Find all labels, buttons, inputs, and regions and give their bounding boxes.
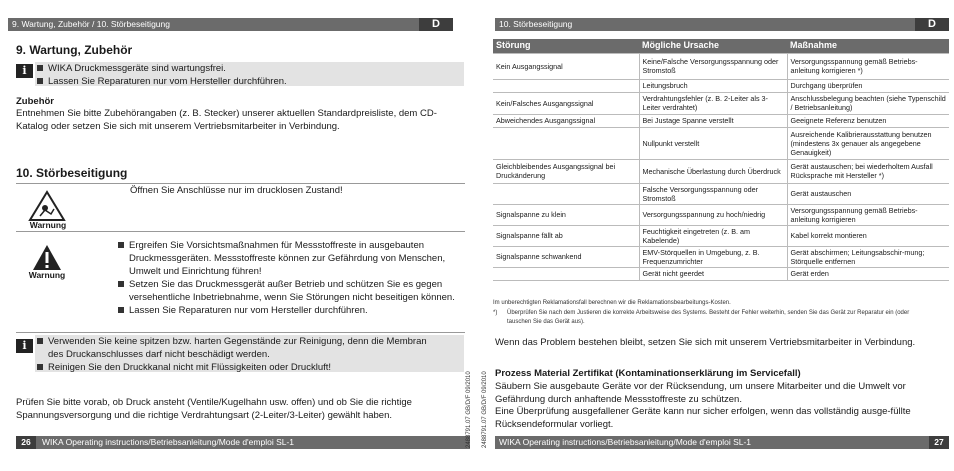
info-2-bullet-1: Verwenden Sie keine spitzen bzw. harten Gegenstände zur Reinigung, denn die Membran des Druckanschlusses darf nicht beschädigt werden. [37,335,435,361]
right-footer-text: WIKA Operating instructions/Betriebsanleitung/Mode d'emploi SL-1 [499,437,752,447]
warning-2-bullet-1: Ergreifen Sie Vorsichtsmaßnahmen für Messstoffreste in ausgebauten Druckmessgeräten. Messstoffreste können zur Gefährdung von Menschen, Umwelt und Einrichtung führen! [118,239,470,278]
cell-ursache: Leitungsbruch [639,79,787,92]
cell-stoerung: Signalspanne fällt ab [493,225,639,246]
section-10-title: 10. Störbeseitigung [16,166,128,180]
zubehoer-text: Entnehmen Sie bitte Zubehörangaben (z. B. Stecker) unserer aktuellen Standardpreisliste, dem CD-Katalog oder setzen Sie sich mit unserem Vertriebsmitarbeiter in Verbindung. [16,108,437,132]
cell-stoerung: Kein Ausgangssignal [493,53,639,79]
cell-stoerung: Gleichbleibendes Ausgangssignal bei Druckänderung [493,159,639,183]
col-header-ursache: Mögliche Ursache [639,39,787,53]
cell-ursache: Mechanische Überlastung durch Überdruck [639,159,787,183]
cell-stoerung [493,183,639,204]
left-footer-text: WIKA Operating instructions/Betriebsanleitung/Mode d'emploi SL-1 [42,437,295,447]
left-page-number: 26 [16,436,36,449]
table-row [493,204,949,225]
cell-stoerung [493,267,639,280]
table-row [493,225,949,246]
right-header-text: 10. Störbeseitigung [499,19,573,29]
divider [16,231,465,232]
footnote-1: Im unberechtigten Reklamationsfall berechnen wir die Reklamationsbearbeitungs-Kosten. [493,300,731,306]
contact-text: Wenn das Problem bestehen bleibt, setzen Sie sich mit unserem Vertriebsmitarbeiter in Verbindung. [495,337,916,348]
table-row [493,114,949,127]
info-box-2 [35,335,464,372]
sec9-bullet-2: Lassen Sie Reparaturen nur vom Hersteller durchführen. [37,75,464,88]
left-lang-badge: D [419,18,453,31]
cell-ursache: Versorgungsspannung zu hoch/niedrig [639,204,787,225]
table-row [493,53,949,79]
section-9-title: 9. Wartung, Zubehör [16,43,133,57]
right-header-bar [495,18,949,31]
cell-ursache: EMV-Störquellen in Umgebung, z. B. Frequenzumrichter [639,246,787,267]
troubleshooting-table [493,39,949,281]
cell-massnahme: Versorgungsspannung gemäß Betriebs-anleitung korrigieren *) [787,53,949,79]
footnote-2-mark: *) [493,310,498,316]
cell-stoerung: Signalspanne zu klein [493,204,639,225]
info-icon: i [16,64,33,78]
warning-1-text: Öffnen Sie Anschlüsse nur im drucklosen Zustand! [130,185,343,196]
warning-2-bullet-3: Lassen Sie Reparaturen nur vom Hersteller durchführen. [118,304,470,317]
warning-label-1: Warnung [29,220,67,230]
cell-stoerung: Abweichendes Ausgangssignal [493,114,639,127]
cell-massnahme: Gerät austauschen [787,183,949,204]
col-header-massnahme: Maßnahme [787,39,949,53]
sec9-bullet-1: WIKA Druckmessgeräte sind wartungsfrei. [37,62,464,75]
warning-2-bullet-2: Setzen Sie das Druckmessgerät außer Betrieb und schützen Sie es gegen versehentliche Inbetriebnahme, wenn Sie Störungen nicht beseitigen können. [118,278,470,304]
cell-ursache: Bei Justage Spanne verstellt [639,114,787,127]
left-header-bar [8,18,453,31]
cell-massnahme: Durchgang überprüfen [787,79,949,92]
table-row [493,183,949,204]
cell-ursache: Nullpunkt verstellt [639,127,787,159]
right-lang-badge: D [915,18,949,31]
table-row [493,267,949,280]
hot-surface-warning-icon [28,190,66,222]
right-doc-code: 2488791.07 GB/D/F 09/2010 [482,371,488,448]
divider [16,332,465,333]
cell-massnahme: Gerät erden [787,267,949,280]
cell-massnahme: Geeignete Referenz benutzen [787,114,949,127]
zubehoer-title: Zubehör [16,96,54,107]
pmz-text-1: Säubern Sie ausgebaute Geräte vor der Rücksendung, um unsere Mitarbeiter und die Umwelt vor Gefährdung durch anhaftende Messstoffreste zu schützen. [495,381,906,405]
table-row [493,92,949,114]
cell-massnahme: Ausreichende Kalibrierausstattung benutzen (mindestens 3x genauer als angegebene Genauigkeit) [787,127,949,159]
info-box-1 [35,62,464,86]
right-page-number: 27 [929,436,949,449]
cell-massnahme: Gerät austauschen; bei wiederholtem Ausfall Rücksprache mit Hersteller *) [787,159,949,183]
warning-label-2: Warnung [28,270,66,280]
info-icon: i [16,339,33,353]
cell-massnahme: Versorgungsspannung gemäß Betriebs-anleitung korrigieren [787,204,949,225]
warning-triangle-icon [32,244,62,271]
cell-ursache: Feuchtigkeit eingetreten (z. B. am Kabelende) [639,225,787,246]
table-row [493,127,949,159]
cell-stoerung [493,127,639,159]
cell-ursache: Keine/Falsche Versorgungsspannung oder Stromstoß [639,53,787,79]
cell-stoerung: Kein/Falsches Ausgangssignal [493,92,639,114]
cell-massnahme: Anschlussbelegung beachten (siehe Typenschild / Betriebsanleitung) [787,92,949,114]
cell-massnahme: Gerät abschirmen; Leitungsabschir-mung; Störquelle entfernen [787,246,949,267]
table-row [493,79,949,92]
info-2-bullet-2: Reinigen Sie den Druckkanal nicht mit Flüssigkeiten oder Druckluft! [37,361,435,374]
pmz-title: Prozess Material Zertifikat (Kontaminationserklärung im Servicefall) [495,368,801,379]
right-footer-bar [495,436,949,449]
footnote-2: Überprüfen Sie nach dem Justieren die korrekte Arbeitsweise des Systems. Besteht der Fehler weiterhin, senden Sie das Gerät zur Reparatur ein (oder tauschen Sie das Gerät aus). [507,310,910,325]
cell-ursache: Falsche Versorgungsspannung oder Stromstoß [639,183,787,204]
check-text: Prüfen Sie bitte vorab, ob Druck ansteht (Ventile/Kugelhahn usw. offen) und ob Sie die richtige Spannungsversorgung und die richtige Verdrahtungsart (2-Leiter/3-Leiter) gewählt haben. [16,397,412,421]
cell-stoerung: Signalspanne schwankend [493,246,639,267]
cell-ursache: Verdrahtungsfehler (z. B. 2-Leiter als 3-Leiter verdrahtet) [639,92,787,114]
pmz-text-2: Eine Überprüfung ausgefallener Geräte kann nur sicher erfolgen, wenn das vollständig ausge-füllte Rücksendeformular vorliegt. [495,406,911,430]
cell-ursache: Gerät nicht geerdet [639,267,787,280]
cell-massnahme: Kabel korrekt montieren [787,225,949,246]
left-footer-bar [16,436,470,449]
table-row [493,159,949,183]
left-header-text: 9. Wartung, Zubehör / 10. Störbeseitigung [12,19,170,29]
col-header-stoerung: Störung [493,39,639,53]
right-page [477,0,954,471]
cell-stoerung [493,79,639,92]
warning-2-list [118,239,470,317]
table-row [493,246,949,267]
table-header-row [493,39,949,53]
left-doc-code: 2488791.07 GB/D/F 09/2010 [466,371,472,448]
